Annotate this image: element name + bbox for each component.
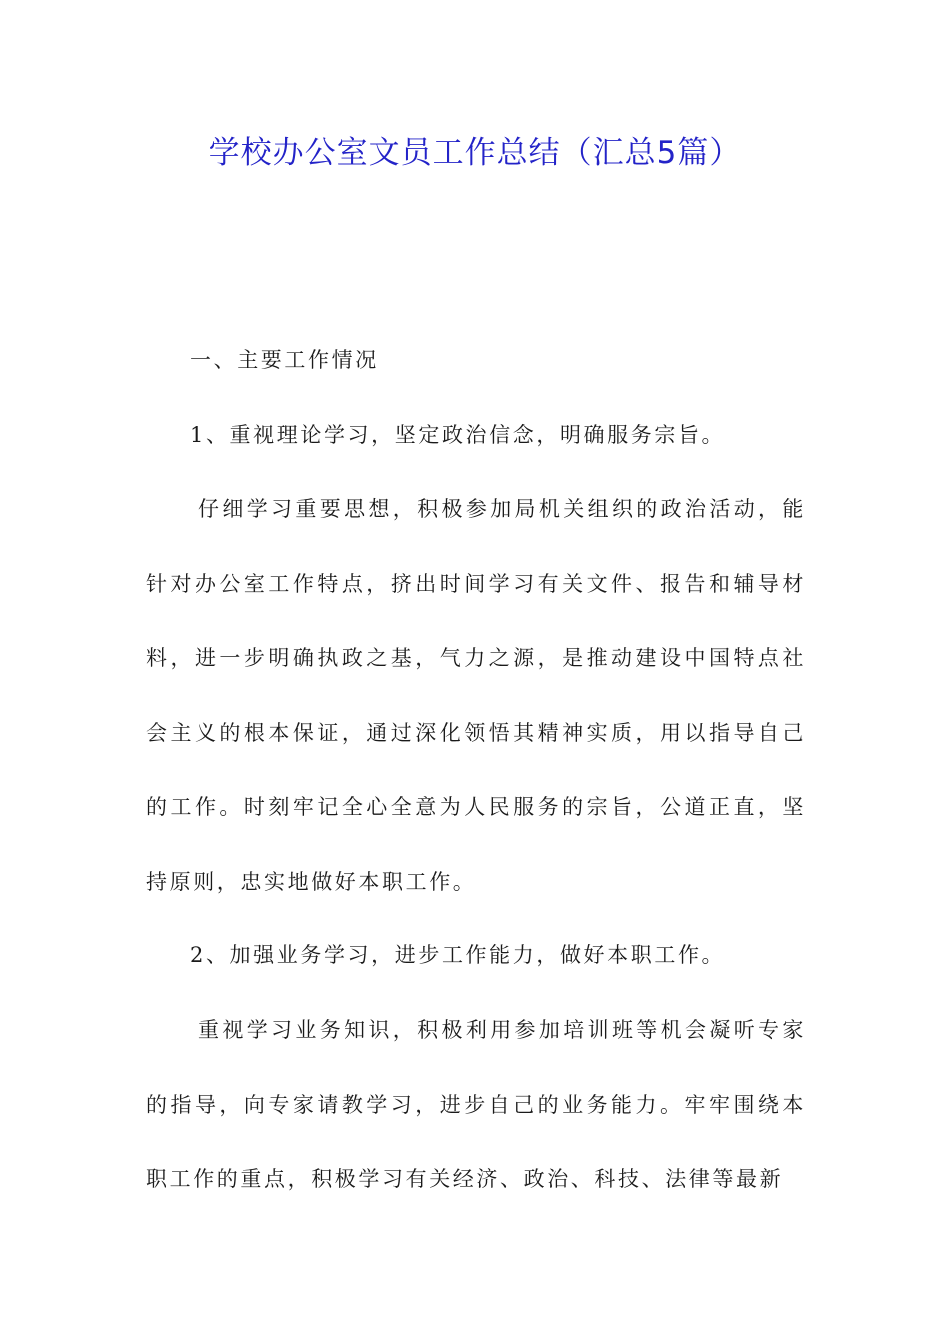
item1-heading: 1、重视理论学习，坚定政治信念，明确服务宗旨。 <box>190 423 726 447</box>
section-heading: 一、主要工作情况 <box>190 348 379 372</box>
item2-paragraph: 重视学习业务知识，积极利用参加培训班等机会凝听专家的指导，向专家请教学习，进步自己的业务能力。牢牢围绕本职工作的重点，积极学习有关经济、政治、科技、法律等最新 <box>146 1018 806 1191</box>
item1-paragraph: 仔细学习重要思想，积极参加局机关组织的政治活动，能针对办公室工作特点，挤出时间学习有关文件、报告和辅导材料，进一步明确执政之基，气力之源，是推动建设中国特点社会主义的根本保证，通过深化领悟其精神实质，用以指导自己的工作。时刻牢记全心全意为人民服务的宗旨，公道正直，坚持原则，忠实地做好本职工作。 <box>146 497 806 894</box>
item2-heading: 2、加强业务学习，进步工作能力，做好本职工作。 <box>190 943 726 967</box>
document-title: 学校办公室文员工作总结（汇总5篇） <box>208 135 742 171</box>
